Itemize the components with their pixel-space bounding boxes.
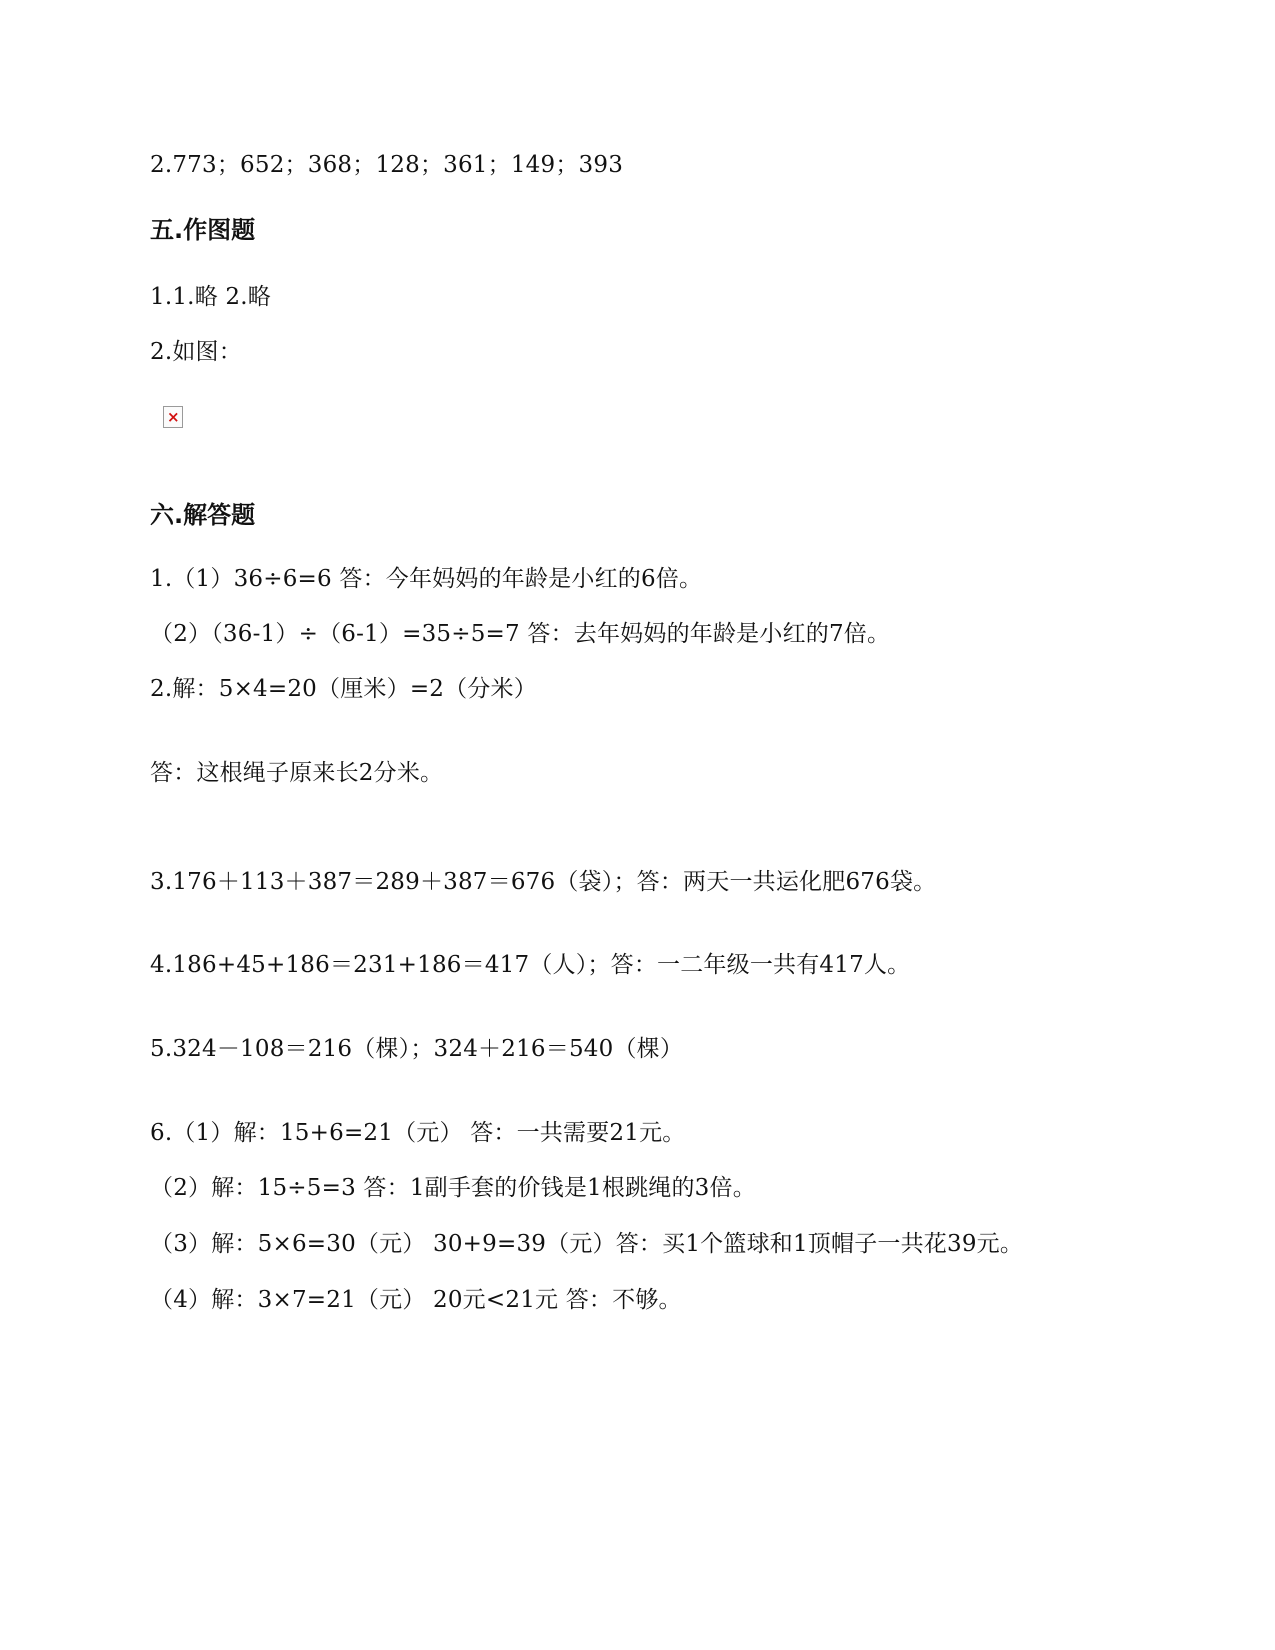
solution-6-part-1: 6.（1）解：15+6=21（元） 答：一共需要21元。 (150, 1120, 686, 1146)
answer-line-drawing-2: 2.如图： (150, 339, 242, 365)
answer-line-2-numbers: 2.773；652；368；128；361；149；393 (150, 152, 624, 178)
section-heading-drawing: 五.作图题 (150, 216, 256, 244)
broken-image-icon: × (163, 406, 183, 428)
solution-2-answer: 答：这根绳子原来长2分米。 (150, 760, 444, 786)
solution-5: 5.324－108＝216（棵）；324＋216＝540（棵） (150, 1036, 684, 1062)
solution-3: 3.176＋113＋387＝289＋387＝676（袋）；答：两天一共运化肥676袋。 (150, 869, 937, 895)
solution-2-calculation: 2.解：5×4=20（厘米）=2（分米） (150, 676, 537, 702)
solution-6-part-4: （4）解：3×7=21（元） 20元<21元 答：不够。 (150, 1287, 682, 1313)
solution-4: 4.186+45+186＝231+186＝417（人）；答：一二年级一共有417人。 (150, 952, 911, 978)
solution-1-part-1: 1.（1）36÷6=6 答：今年妈妈的年龄是小红的6倍。 (150, 566, 703, 592)
solution-6-part-3: （3）解：5×6=30（元） 30+9=39（元）答：买1个篮球和1顶帽子一共花39元。 (150, 1231, 1024, 1257)
answer-line-drawing-1: 1.1.略 2.略 (150, 284, 271, 310)
section-heading-solutions: 六.解答题 (150, 501, 256, 529)
solution-6-part-2: （2）解：15÷5=3 答：1副手套的价钱是1根跳绳的3倍。 (150, 1175, 756, 1201)
solution-1-part-2: （2）（36-1）÷（6-1）=35÷5=7 答：去年妈妈的年龄是小红的7倍。 (150, 621, 891, 647)
